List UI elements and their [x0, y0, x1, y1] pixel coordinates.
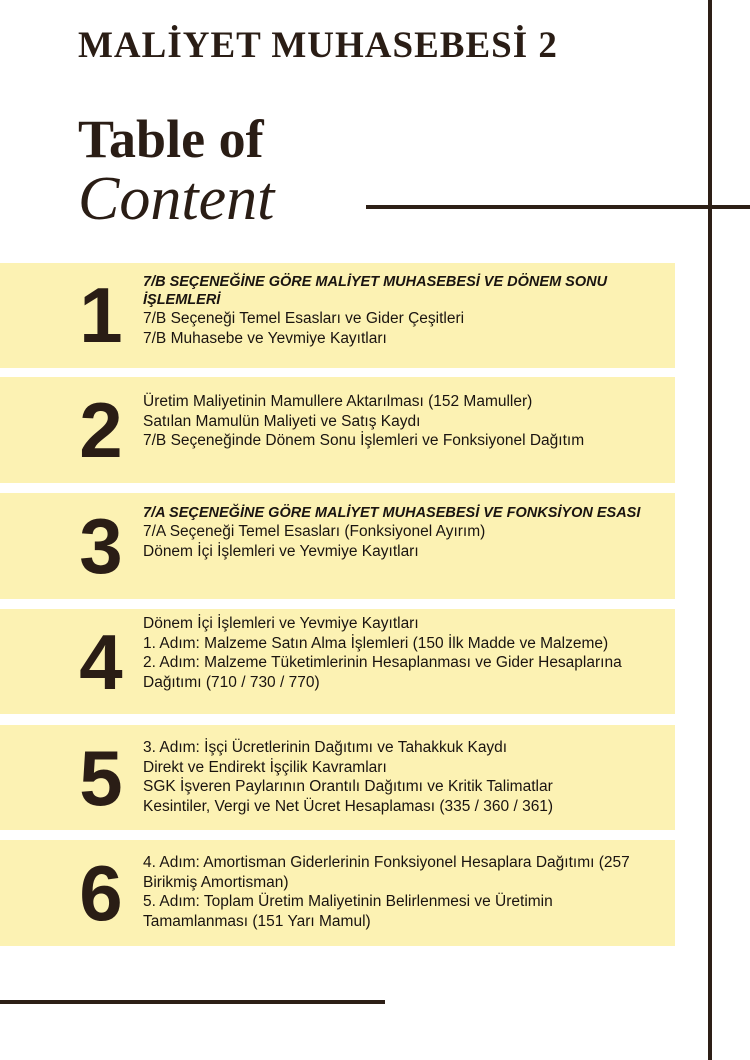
section-item: 4. Adım: Amortisman Giderlerinin Fonksiyonel Hesaplara Dağıtımı (257 Birikmiş Amortisman)	[143, 854, 630, 891]
section-item: Direkt ve Endirekt İşçilik Kavramları	[143, 758, 387, 776]
section-body	[143, 738, 661, 816]
section-item: 5. Adım: Toplam Üretim Maliyetinin Belirlenmesi ve Üretimin Tamamlanması (151 Yarı Mamul)	[143, 893, 553, 930]
course-title: MALİYET MUHASEBESİ 2	[78, 25, 558, 66]
section-item: Kesintiler, Vergi ve Net Ücret Hesaplaması (335 / 360 / 361)	[143, 797, 554, 815]
vertical-rule	[708, 0, 712, 1060]
toc-title-line1: Table of	[78, 109, 264, 169]
toc-section-5	[0, 725, 675, 830]
toc-title-line2: Content	[78, 165, 275, 233]
section-body	[143, 392, 661, 451]
section-item: SGK İşveren Paylarının Orantılı Dağıtımı ve Kritik Talimatlar	[143, 778, 553, 795]
section-number: 5	[79, 734, 123, 822]
section-body	[143, 273, 661, 348]
section-item: 7/B Seçeneği Temel Esasları ve Gider Çeşitleri	[143, 310, 465, 327]
section-body	[143, 614, 661, 692]
section-item: 3. Adım: İşçi Ücretlerinin Dağıtımı ve Tahakkuk Kaydı	[143, 739, 508, 756]
section-item: 7/B Seçeneğinde Dönem Sonu İşlemleri ve Fonksiyonel Dağıtım	[143, 432, 585, 449]
section-item: 7/A Seçeneği Temel Esasları (Fonksiyonel Ayırım)	[143, 523, 486, 540]
toc-section-4	[0, 609, 675, 714]
section-number: 1	[79, 271, 123, 359]
section-item: 2. Adım: Malzeme Tüketimlerinin Hesaplanması ve Gider Hesaplarına Dağıtımı (710 / 730 / 770)	[143, 654, 622, 691]
footer-rule	[0, 1000, 385, 1004]
section-item: Üretim Maliyetinin Mamullere Aktarılması (152 Mamuller)	[143, 393, 533, 410]
toc-section-1	[0, 263, 675, 368]
section-body	[143, 504, 661, 561]
section-item: Dönem İçi İşlemleri ve Yevmiye Kayıtları	[143, 542, 419, 560]
section-heading: 7/B SEÇENEĞİNE GÖRE MALİYET MUHASEBESİ VE DÖNEM SONU İŞLEMLERİ	[143, 274, 608, 308]
section-number: 6	[79, 849, 123, 937]
section-number: 4	[79, 618, 123, 706]
title-rule	[366, 205, 750, 209]
toc-section-6	[0, 840, 675, 946]
section-item: 1. Adım: Malzeme Satın Alma İşlemleri (150 İlk Madde ve Malzeme)	[143, 634, 609, 652]
section-body	[143, 853, 661, 931]
section-number: 2	[79, 386, 123, 474]
toc-section-3	[0, 493, 675, 599]
toc-section-2	[0, 377, 675, 483]
section-item: Dönem İçi İşlemleri ve Yevmiye Kayıtları	[143, 615, 419, 632]
section-heading: 7/A SEÇENEĞİNE GÖRE MALİYET MUHASEBESİ VE FONKSİYON ESASI	[143, 505, 641, 521]
section-number: 3	[79, 502, 123, 590]
section-item: Satılan Mamulün Maliyeti ve Satış Kaydı	[143, 412, 421, 430]
section-item: 7/B Muhasebe ve Yevmiye Kayıtları	[143, 329, 387, 347]
